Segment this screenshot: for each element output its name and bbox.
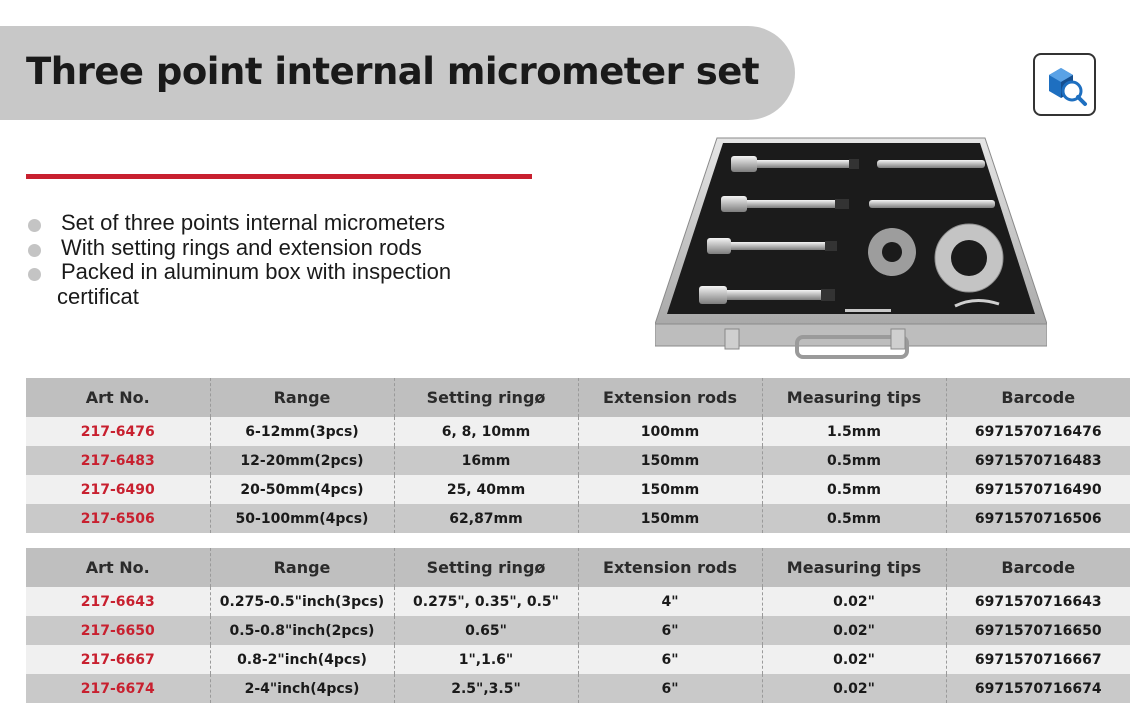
list-item [26, 236, 451, 261]
art-no-cell: 217-6476 [26, 417, 210, 446]
extension-rods-cell: 6" [578, 645, 762, 674]
setting-ring-cell: 0.275", 0.35", 0.5" [394, 587, 578, 616]
extension-rods-cell: 150mm [578, 504, 762, 533]
col-header-extension-rods: Extension rods [578, 378, 762, 417]
measuring-tips-cell: 0.5mm [762, 475, 946, 504]
measuring-tips-cell: 0.5mm [762, 504, 946, 533]
feature-list [26, 211, 451, 309]
bullet-dot-icon [28, 219, 41, 232]
bullet-text: Packed in aluminum box with inspection [61, 259, 452, 284]
barcode-cell: 6971570716476 [946, 417, 1130, 446]
inch-spec-table [26, 548, 1130, 703]
range-cell: 2-4"inch(4pcs) [210, 674, 394, 703]
range-cell: 20-50mm(4pcs) [210, 475, 394, 504]
art-no-cell: 217-6643 [26, 587, 210, 616]
extension-rods-cell: 100mm [578, 417, 762, 446]
product-photo [655, 134, 1047, 366]
bullet-text-continued: certificat [57, 283, 139, 309]
setting-ring-cell: 25, 40mm [394, 475, 578, 504]
table-row [26, 674, 1130, 703]
table-row [26, 587, 1130, 616]
col-header-extension-rods: Extension rods [578, 548, 762, 587]
bullet-dot-icon [28, 244, 41, 257]
setting-ring-cell: 2.5",3.5" [394, 674, 578, 703]
table-row [26, 504, 1130, 533]
list-item [26, 211, 451, 236]
table-row [26, 616, 1130, 645]
col-header-art-no: Art No. [26, 548, 210, 587]
table-row [26, 446, 1130, 475]
table-header-row [26, 548, 1130, 587]
measuring-tips-cell: 0.5mm [762, 446, 946, 475]
col-header-barcode: Barcode [946, 548, 1130, 587]
barcode-cell: 6971570716483 [946, 446, 1130, 475]
measuring-tips-cell: 0.02" [762, 587, 946, 616]
extension-rods-cell: 150mm [578, 446, 762, 475]
bullet-text: Set of three points internal micrometers [61, 210, 445, 235]
art-no-cell: 217-6667 [26, 645, 210, 674]
art-no-cell: 217-6674 [26, 674, 210, 703]
range-cell: 12-20mm(2pcs) [210, 446, 394, 475]
extension-rods-cell: 4" [578, 587, 762, 616]
metric-spec-table [26, 378, 1130, 533]
table-header-row [26, 378, 1130, 417]
barcode-cell: 6971570716667 [946, 645, 1130, 674]
list-item [26, 260, 451, 309]
col-header-range: Range [210, 548, 394, 587]
bullet-dot-icon [28, 268, 41, 281]
col-header-measuring-tips: Measuring tips [762, 378, 946, 417]
setting-ring-cell: 0.65" [394, 616, 578, 645]
col-header-setting-ring: Setting ringø [394, 548, 578, 587]
measuring-tips-cell: 1.5mm [762, 417, 946, 446]
measuring-tips-cell: 0.02" [762, 674, 946, 703]
barcode-cell: 6971570716650 [946, 616, 1130, 645]
barcode-cell: 6971570716674 [946, 674, 1130, 703]
range-cell: 6-12mm(3pcs) [210, 417, 394, 446]
range-cell: 50-100mm(4pcs) [210, 504, 394, 533]
table-row [26, 475, 1130, 504]
measuring-tips-cell: 0.02" [762, 645, 946, 674]
bullet-text: With setting rings and extension rods [61, 234, 422, 260]
page-title: Three point internal micrometer set [26, 50, 760, 93]
setting-ring-cell: 16mm [394, 446, 578, 475]
extension-rods-cell: 6" [578, 674, 762, 703]
col-header-measuring-tips: Measuring tips [762, 548, 946, 587]
range-cell: 0.5-0.8"inch(2pcs) [210, 616, 394, 645]
accent-divider [26, 174, 532, 179]
range-cell: 0.275-0.5"inch(3pcs) [210, 587, 394, 616]
col-header-art-no: Art No. [26, 378, 210, 417]
extension-rods-cell: 6" [578, 616, 762, 645]
setting-ring-cell: 6, 8, 10mm [394, 417, 578, 446]
table-row [26, 645, 1130, 674]
col-header-range: Range [210, 378, 394, 417]
barcode-cell: 6971570716506 [946, 504, 1130, 533]
col-header-barcode: Barcode [946, 378, 1130, 417]
art-no-cell: 217-6506 [26, 504, 210, 533]
col-header-setting-ring: Setting ringø [394, 378, 578, 417]
measuring-tips-cell: 0.02" [762, 616, 946, 645]
search-cube-icon[interactable] [1033, 53, 1096, 116]
range-cell: 0.8-2"inch(4pcs) [210, 645, 394, 674]
setting-ring-cell: 62,87mm [394, 504, 578, 533]
barcode-cell: 6971570716643 [946, 587, 1130, 616]
art-no-cell: 217-6490 [26, 475, 210, 504]
setting-ring-cell: 1",1.6" [394, 645, 578, 674]
art-no-cell: 217-6650 [26, 616, 210, 645]
table-row [26, 417, 1130, 446]
barcode-cell: 6971570716490 [946, 475, 1130, 504]
art-no-cell: 217-6483 [26, 446, 210, 475]
extension-rods-cell: 150mm [578, 475, 762, 504]
